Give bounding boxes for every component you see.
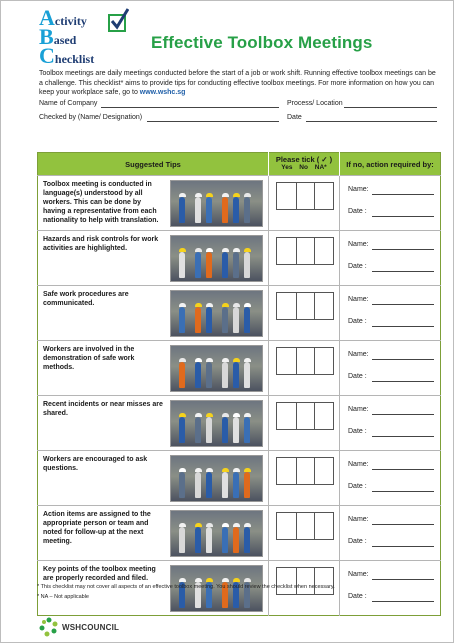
worker-figure bbox=[233, 197, 239, 223]
action-name-field[interactable] bbox=[372, 579, 434, 580]
hard-hat bbox=[179, 303, 186, 307]
hard-hat bbox=[244, 303, 251, 307]
table-row bbox=[38, 396, 441, 451]
worker-figure bbox=[206, 307, 212, 333]
tip-text: Hazards and risk controls for work activities are highlighted. bbox=[43, 236, 159, 252]
action-date-field[interactable] bbox=[372, 436, 434, 437]
tick-box-na[interactable] bbox=[314, 183, 333, 209]
tick-cell bbox=[269, 451, 340, 506]
worker-figure bbox=[195, 527, 201, 553]
action-name-field[interactable] bbox=[372, 304, 434, 305]
action-name-field[interactable] bbox=[372, 414, 434, 415]
tick-box-no[interactable] bbox=[296, 568, 315, 594]
worker-figure bbox=[244, 362, 250, 388]
hard-hat bbox=[233, 578, 240, 582]
tick-divider bbox=[314, 403, 315, 429]
worker-figure bbox=[244, 417, 250, 443]
worker-figure bbox=[195, 472, 201, 498]
hard-hat bbox=[195, 468, 202, 472]
worker-figure bbox=[179, 307, 185, 333]
tip-photo bbox=[170, 180, 263, 227]
tip-text: Safe work procedures are communicated. bbox=[43, 291, 129, 307]
hard-hat bbox=[195, 193, 202, 197]
table-row bbox=[38, 451, 441, 506]
action-date-label: Date : bbox=[348, 428, 367, 435]
action-name-field[interactable] bbox=[372, 524, 434, 525]
hard-hat bbox=[206, 303, 213, 307]
tick-box-no[interactable] bbox=[296, 513, 315, 539]
table-row bbox=[38, 341, 441, 396]
action-date-field[interactable] bbox=[372, 271, 434, 272]
wsh-council-name: WSHCOUNCIL bbox=[62, 623, 120, 632]
hard-hat bbox=[233, 248, 240, 252]
action-name-label: Name: bbox=[348, 516, 369, 523]
tip-cell bbox=[38, 451, 269, 506]
hard-hat bbox=[206, 578, 213, 582]
tick-box-no[interactable] bbox=[296, 458, 315, 484]
worker-figure bbox=[206, 197, 212, 223]
hard-hat bbox=[206, 413, 213, 417]
tick-cell bbox=[269, 176, 340, 231]
header-please-tick bbox=[269, 153, 340, 176]
worker-figure bbox=[195, 362, 201, 388]
hard-hat bbox=[244, 413, 251, 417]
table-row bbox=[38, 231, 441, 286]
action-cell bbox=[340, 506, 441, 561]
hard-hat bbox=[222, 248, 229, 252]
tick-divider bbox=[314, 513, 315, 539]
worker-figure bbox=[244, 307, 250, 333]
worker-figure bbox=[195, 417, 201, 443]
tick-box-yes[interactable] bbox=[277, 348, 296, 374]
tips-table bbox=[37, 152, 441, 616]
tick-divider bbox=[296, 183, 297, 209]
tip-text: Recent incidents or near misses are shared. bbox=[43, 401, 163, 417]
tick-box-na[interactable] bbox=[314, 238, 333, 264]
tick-box-no[interactable] bbox=[296, 403, 315, 429]
hard-hat bbox=[222, 193, 229, 197]
footnote-checklist: * This checklist may not cover all aspects of an effective toolbox meeting. You should review the checklist when necessary. bbox=[37, 584, 335, 590]
action-cell bbox=[340, 176, 441, 231]
tick-divider bbox=[314, 183, 315, 209]
worker-figure bbox=[206, 472, 212, 498]
intro-text: Toolbox meetings are daily meetings conducted before the start of a job or work shift. Running effective toolbox meetings can be a challenge. This checklist* aims to provide tips for conducting effective toolbox meetings. For more information on how you can keep your workplace safe, go to bbox=[39, 70, 436, 96]
header-tick-options: Yes No NA* bbox=[281, 164, 327, 171]
hard-hat bbox=[233, 193, 240, 197]
tick-box-na[interactable] bbox=[314, 513, 333, 539]
date-field[interactable] bbox=[306, 121, 437, 122]
action-date-label: Date : bbox=[348, 208, 367, 215]
tick-box-na[interactable] bbox=[314, 348, 333, 374]
action-cell bbox=[340, 341, 441, 396]
action-cell bbox=[340, 396, 441, 451]
tick-box-no[interactable] bbox=[296, 238, 315, 264]
table-header-row bbox=[38, 153, 441, 176]
abc-logo bbox=[39, 5, 134, 68]
date-label: Date bbox=[287, 114, 302, 121]
tick-divider bbox=[296, 348, 297, 374]
checked-by-label: Checked by (Name/ Designation) bbox=[39, 114, 143, 121]
company-label: Name of Company bbox=[39, 100, 98, 107]
tick-box-na[interactable] bbox=[314, 293, 333, 319]
header-tick-label: Please tick ( ✓ ) bbox=[275, 155, 333, 164]
tip-photo bbox=[170, 235, 263, 282]
tip-photo bbox=[170, 510, 263, 557]
worker-figure bbox=[206, 417, 212, 443]
tick-divider bbox=[296, 238, 297, 264]
action-date-field[interactable] bbox=[372, 601, 434, 602]
hard-hat bbox=[222, 523, 229, 527]
tick-box-yes[interactable] bbox=[277, 183, 296, 209]
hard-hat bbox=[244, 523, 251, 527]
action-name-field[interactable] bbox=[372, 249, 434, 250]
header-action-required: If no, action required by: bbox=[340, 153, 441, 176]
tick-boxes bbox=[276, 182, 334, 210]
worker-figure bbox=[222, 472, 228, 498]
hard-hat bbox=[233, 468, 240, 472]
action-name-label: Name: bbox=[348, 296, 369, 303]
tick-divider bbox=[296, 403, 297, 429]
tip-text: Toolbox meeting is conducted in language(s) understood by all workers. This can be done by having a representative from each nationality to help with translation. bbox=[43, 181, 159, 224]
action-date-field[interactable] bbox=[372, 546, 434, 547]
tip-text: Workers are involved in the demonstration of safe work methods. bbox=[43, 346, 135, 371]
tick-box-no[interactable] bbox=[296, 183, 315, 209]
tick-cell bbox=[269, 506, 340, 561]
tip-photo bbox=[170, 290, 263, 337]
worker-figure bbox=[179, 252, 185, 278]
hard-hat bbox=[195, 303, 202, 307]
tick-box-yes[interactable] bbox=[277, 568, 296, 594]
hard-hat bbox=[195, 358, 202, 362]
tick-divider bbox=[314, 238, 315, 264]
action-cell bbox=[340, 451, 441, 506]
worker-figure bbox=[222, 307, 228, 333]
tip-text: Key points of the toolbox meeting are properly recorded and filed. bbox=[43, 566, 156, 582]
hard-hat bbox=[244, 358, 251, 362]
tip-cell bbox=[38, 176, 269, 231]
hard-hat bbox=[179, 468, 186, 472]
action-name-field[interactable] bbox=[372, 359, 434, 360]
tip-cell bbox=[38, 506, 269, 561]
tick-boxes bbox=[276, 402, 334, 430]
tip-text: Action items are assigned to the appropriate person or team and noted for follow-up at the next meeting. bbox=[43, 511, 151, 545]
table-row bbox=[38, 286, 441, 341]
hard-hat bbox=[195, 578, 202, 582]
tick-box-yes[interactable] bbox=[277, 458, 296, 484]
tick-box-yes[interactable] bbox=[277, 403, 296, 429]
tick-divider bbox=[314, 458, 315, 484]
worker-figure bbox=[195, 252, 201, 278]
action-name-label: Name: bbox=[348, 571, 369, 578]
action-date-field[interactable] bbox=[372, 491, 434, 492]
hard-hat bbox=[206, 468, 213, 472]
hard-hat bbox=[179, 358, 186, 362]
logo-checkmark-icon bbox=[107, 7, 129, 33]
action-date-label: Date : bbox=[348, 373, 367, 380]
hard-hat bbox=[179, 413, 186, 417]
worker-figure bbox=[206, 362, 212, 388]
tick-box-yes[interactable] bbox=[277, 293, 296, 319]
action-date-label: Date : bbox=[348, 538, 367, 545]
worker-figure bbox=[233, 362, 239, 388]
worker-figure bbox=[233, 527, 239, 553]
hard-hat bbox=[222, 303, 229, 307]
hard-hat bbox=[222, 358, 229, 362]
action-name-label: Name: bbox=[348, 406, 369, 413]
action-date-label: Date : bbox=[348, 263, 367, 270]
hard-hat bbox=[195, 413, 202, 417]
action-name-label: Name: bbox=[348, 351, 369, 358]
tick-boxes bbox=[276, 292, 334, 320]
worker-figure bbox=[179, 197, 185, 223]
action-date-label: Date : bbox=[348, 593, 367, 600]
tick-divider bbox=[296, 458, 297, 484]
hard-hat bbox=[222, 468, 229, 472]
action-date-field[interactable] bbox=[372, 326, 434, 327]
worker-figure bbox=[206, 527, 212, 553]
tip-photo bbox=[170, 400, 263, 447]
hard-hat bbox=[206, 523, 213, 527]
action-date-field[interactable] bbox=[372, 216, 434, 217]
action-date-label: Date : bbox=[348, 318, 367, 325]
table-row bbox=[38, 176, 441, 231]
action-name-field[interactable] bbox=[372, 469, 434, 470]
worker-figure bbox=[233, 252, 239, 278]
hard-hat bbox=[233, 358, 240, 362]
worker-figure bbox=[233, 417, 239, 443]
tip-cell bbox=[38, 231, 269, 286]
process-field[interactable] bbox=[344, 107, 437, 108]
hard-hat bbox=[195, 248, 202, 252]
hard-hat bbox=[244, 193, 251, 197]
tick-cell bbox=[269, 286, 340, 341]
tip-photo bbox=[170, 345, 263, 392]
worker-figure bbox=[244, 252, 250, 278]
hard-hat bbox=[222, 413, 229, 417]
hard-hat bbox=[244, 578, 251, 582]
tick-divider bbox=[314, 293, 315, 319]
tip-cell bbox=[38, 396, 269, 451]
hard-hat bbox=[206, 248, 213, 252]
worker-figure bbox=[244, 197, 250, 223]
tip-text: Workers are encouraged to ask questions. bbox=[43, 456, 148, 472]
action-cell bbox=[340, 231, 441, 286]
action-date-label: Date : bbox=[348, 483, 367, 490]
hard-hat bbox=[179, 578, 186, 582]
footnote-na: * NA – Not applicable bbox=[37, 594, 89, 600]
action-name-label: Name: bbox=[348, 461, 369, 468]
tick-divider bbox=[314, 348, 315, 374]
tick-divider bbox=[296, 568, 297, 594]
worker-figure bbox=[222, 527, 228, 553]
logo-line-checklist: Checklist bbox=[39, 43, 95, 68]
hard-hat bbox=[195, 523, 202, 527]
tick-box-yes[interactable] bbox=[277, 513, 296, 539]
page-title: Effective Toolbox Meetings bbox=[151, 33, 373, 52]
tip-cell bbox=[38, 341, 269, 396]
hard-hat bbox=[179, 193, 186, 197]
header-suggested-tips: Suggested Tips bbox=[38, 153, 269, 176]
action-name-label: Name: bbox=[348, 241, 369, 248]
tick-divider bbox=[314, 568, 315, 594]
logo-line-activity: Activity bbox=[39, 5, 87, 30]
logo-line-based: Based bbox=[39, 24, 77, 49]
action-name-field[interactable] bbox=[372, 194, 434, 195]
tick-boxes bbox=[276, 237, 334, 265]
worker-figure bbox=[222, 417, 228, 443]
worker-figure bbox=[233, 307, 239, 333]
hard-hat bbox=[179, 523, 186, 527]
worker-figure bbox=[222, 252, 228, 278]
table-row bbox=[38, 506, 441, 561]
worker-figure bbox=[244, 472, 250, 498]
wsh-council-mark-icon bbox=[39, 617, 59, 637]
hard-hat bbox=[233, 523, 240, 527]
worker-figure bbox=[179, 472, 185, 498]
worker-figure bbox=[195, 307, 201, 333]
tick-divider bbox=[296, 513, 297, 539]
hard-hat bbox=[244, 248, 251, 252]
wshc-link[interactable]: www.wshc.sg bbox=[139, 89, 186, 96]
tick-box-na[interactable] bbox=[314, 403, 333, 429]
hard-hat bbox=[179, 248, 186, 252]
hard-hat bbox=[222, 578, 229, 582]
tick-box-na[interactable] bbox=[314, 568, 333, 594]
tip-photo bbox=[170, 455, 263, 502]
tick-divider bbox=[296, 293, 297, 319]
hard-hat bbox=[233, 303, 240, 307]
tick-box-na[interactable] bbox=[314, 458, 333, 484]
tick-cell bbox=[269, 396, 340, 451]
tick-boxes bbox=[276, 512, 334, 540]
tip-cell bbox=[38, 286, 269, 341]
checked-by-field[interactable] bbox=[147, 121, 279, 122]
tick-box-no[interactable] bbox=[296, 348, 315, 374]
hard-hat bbox=[206, 358, 213, 362]
worker-figure bbox=[244, 527, 250, 553]
intro-paragraph bbox=[39, 69, 439, 98]
tick-cell bbox=[269, 231, 340, 286]
worker-figure bbox=[179, 527, 185, 553]
tick-boxes bbox=[276, 347, 334, 375]
worker-figure bbox=[179, 362, 185, 388]
worker-figure bbox=[195, 197, 201, 223]
company-field[interactable] bbox=[101, 107, 279, 108]
action-date-field[interactable] bbox=[372, 381, 434, 382]
worker-figure bbox=[222, 197, 228, 223]
hard-hat bbox=[244, 468, 251, 472]
tick-cell bbox=[269, 341, 340, 396]
worker-figure bbox=[233, 472, 239, 498]
action-cell bbox=[340, 286, 441, 341]
hard-hat bbox=[206, 193, 213, 197]
tick-boxes bbox=[276, 457, 334, 485]
process-label: Process/ Location bbox=[287, 100, 343, 107]
worker-figure bbox=[222, 362, 228, 388]
action-cell bbox=[340, 561, 441, 616]
tick-box-yes[interactable] bbox=[277, 238, 296, 264]
worker-figure bbox=[179, 417, 185, 443]
hard-hat bbox=[233, 413, 240, 417]
worker-figure bbox=[206, 252, 212, 278]
tick-boxes bbox=[276, 567, 334, 595]
action-name-label: Name: bbox=[348, 186, 369, 193]
tick-box-no[interactable] bbox=[296, 293, 315, 319]
